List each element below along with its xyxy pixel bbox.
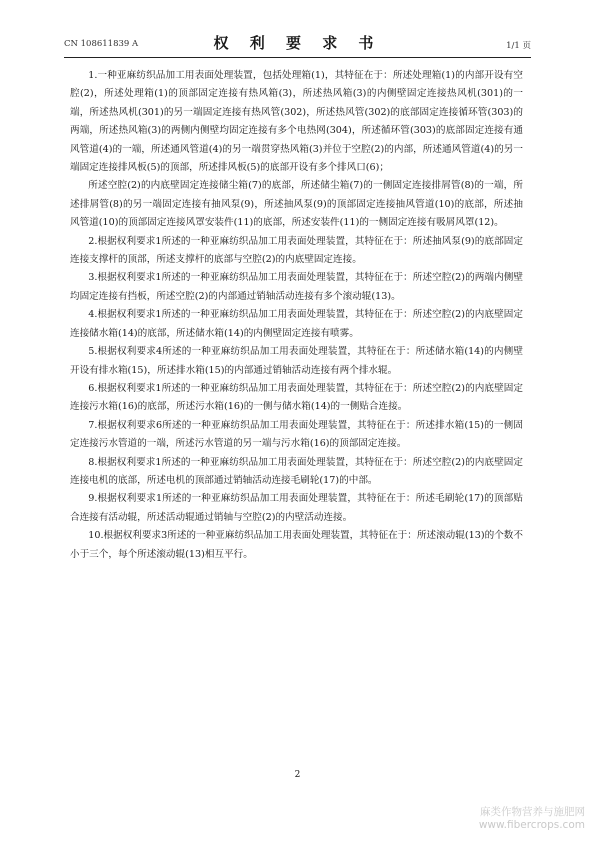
publication-number: CN 108611839 A (64, 39, 139, 49)
page-count: 1/1 页 (506, 41, 531, 51)
claim-9: 9.根据权利要求1所述的一种亚麻纺织品加工用表面处理装置，其特征在于：所述毛刷轮(17)的顶部贴合连接有活动辊，所述活动辊通过销轴与空腔(2)的内壁活动连接。 (70, 493, 523, 523)
claim-1-continued: 所述空腔(2)的内底壁固定连接储尘箱(7)的底部，所述储尘箱(7)的一侧固定连接排屑管(8)的一端，所述排屑管(8)的另一端固定连接有抽风泵(9)，所述抽风泵(9)的顶部固定连接抽风管道(10)的底部，所述抽风管道(10)的顶部固定连接风罩安装件(11)的底部，所述安装件(11)的一侧固定连接有吸屑风罩(12)。 (70, 180, 523, 229)
page-number: 2 (294, 770, 301, 780)
claim-10: 10.根据权利要求3所述的一种亚麻纺织品加工用表面处理装置，其特征在于：所述滚动辊(13)的个数不小于三个，每个所述滚动辊(13)相互平行。 (70, 530, 523, 560)
document-title: 权 利 要 求 书 (213, 34, 382, 52)
header-rule (64, 57, 531, 58)
claim-7: 7.根据权利要求6所述的一种亚麻纺织品加工用表面处理装置，其特征在于：所述排水箱(15)的一侧固定连接污水管道的一端，所述污水管道的另一端与污水箱(16)的顶部固定连接。 (70, 419, 523, 450)
claim-4: 4.根据权利要求1所述的一种亚麻纺织品加工用表面处理装置，其特征在于：所述空腔(2)的内底壁固定连接储水箱(14)的底部，所述储水箱(14)的内侧壁固定连接有喷雾。 (70, 309, 523, 339)
claim-2: 2.根据权利要求1所述的一种亚麻纺织品加工用表面处理装置，其特征在于：所述抽风泵(9)的底部固定连接支撑杆的顶部，所述支撑杆的底部与空腔(2)的内底壁固定连接。 (70, 235, 523, 266)
claims-body (70, 67, 523, 564)
claim-5: 5.根据权利要求4所述的一种亚麻纺织品加工用表面处理装置，其特征在于：所述储水箱(14)的内侧壁开设有排水箱(15)，所述排水箱(15)的内部通过销轴活动连接有两个排水辊。 (70, 346, 523, 376)
watermark-site-name: 麻类作物营养与施肥网 (480, 806, 585, 818)
claim-6: 6.根据权利要求1所述的一种亚麻纺织品加工用表面处理装置，其特征在于：所述空腔(2)的内底壁固定连接污水箱(16)的底部，所述污水箱(16)的一侧与储水箱(14)的一侧贴合连接。 (70, 382, 523, 413)
claim-1: 1.一种亚麻纺织品加工用表面处理装置，包括处理箱(1)，其特征在于：所述处理箱(1)的内部开设有空腔(2)，所述处理箱(1)的顶部固定连接有热风箱(3)，所述热风箱(3)的内侧壁固定连接热风机(301)的一端，所述热风机(301)的另一端固定连接有热风管(302)，所述热风管(302)的底部固定连接循环管(303)的两端，所述热风箱(3)的两侧内侧壁均固定连接有多个电热网(304)，所述循环管(303)的底部固定连接有通风管道(4)的一端，所述通风管道(4)的另一端贯穿热风箱(3)并位于空腔(2)的内部，所述通风管道(4)的另一端固定连接排风板(5)的顶部，所述排风板(5)的底部开设有多个排风口(6)； (70, 70, 523, 174)
claim-3: 3.根据权利要求1所述的一种亚麻纺织品加工用表面处理装置，其特征在于：所述空腔(2)的两端内侧壁均固定连接有挡板，所述空腔(2)的内部通过销轴活动连接有多个滚动辊(13)。 (70, 272, 523, 302)
watermark-url: www.fibercrops.com (478, 819, 585, 831)
watermark (479, 806, 585, 832)
claim-8: 8.根据权利要求1所述的一种亚麻纺织品加工用表面处理装置，其特征在于：所述空腔(2)的内底壁固定连接电机的底部，所述电机的顶部通过销轴活动连接毛刷轮(17)的中部。 (70, 456, 523, 486)
document-header (64, 32, 531, 54)
